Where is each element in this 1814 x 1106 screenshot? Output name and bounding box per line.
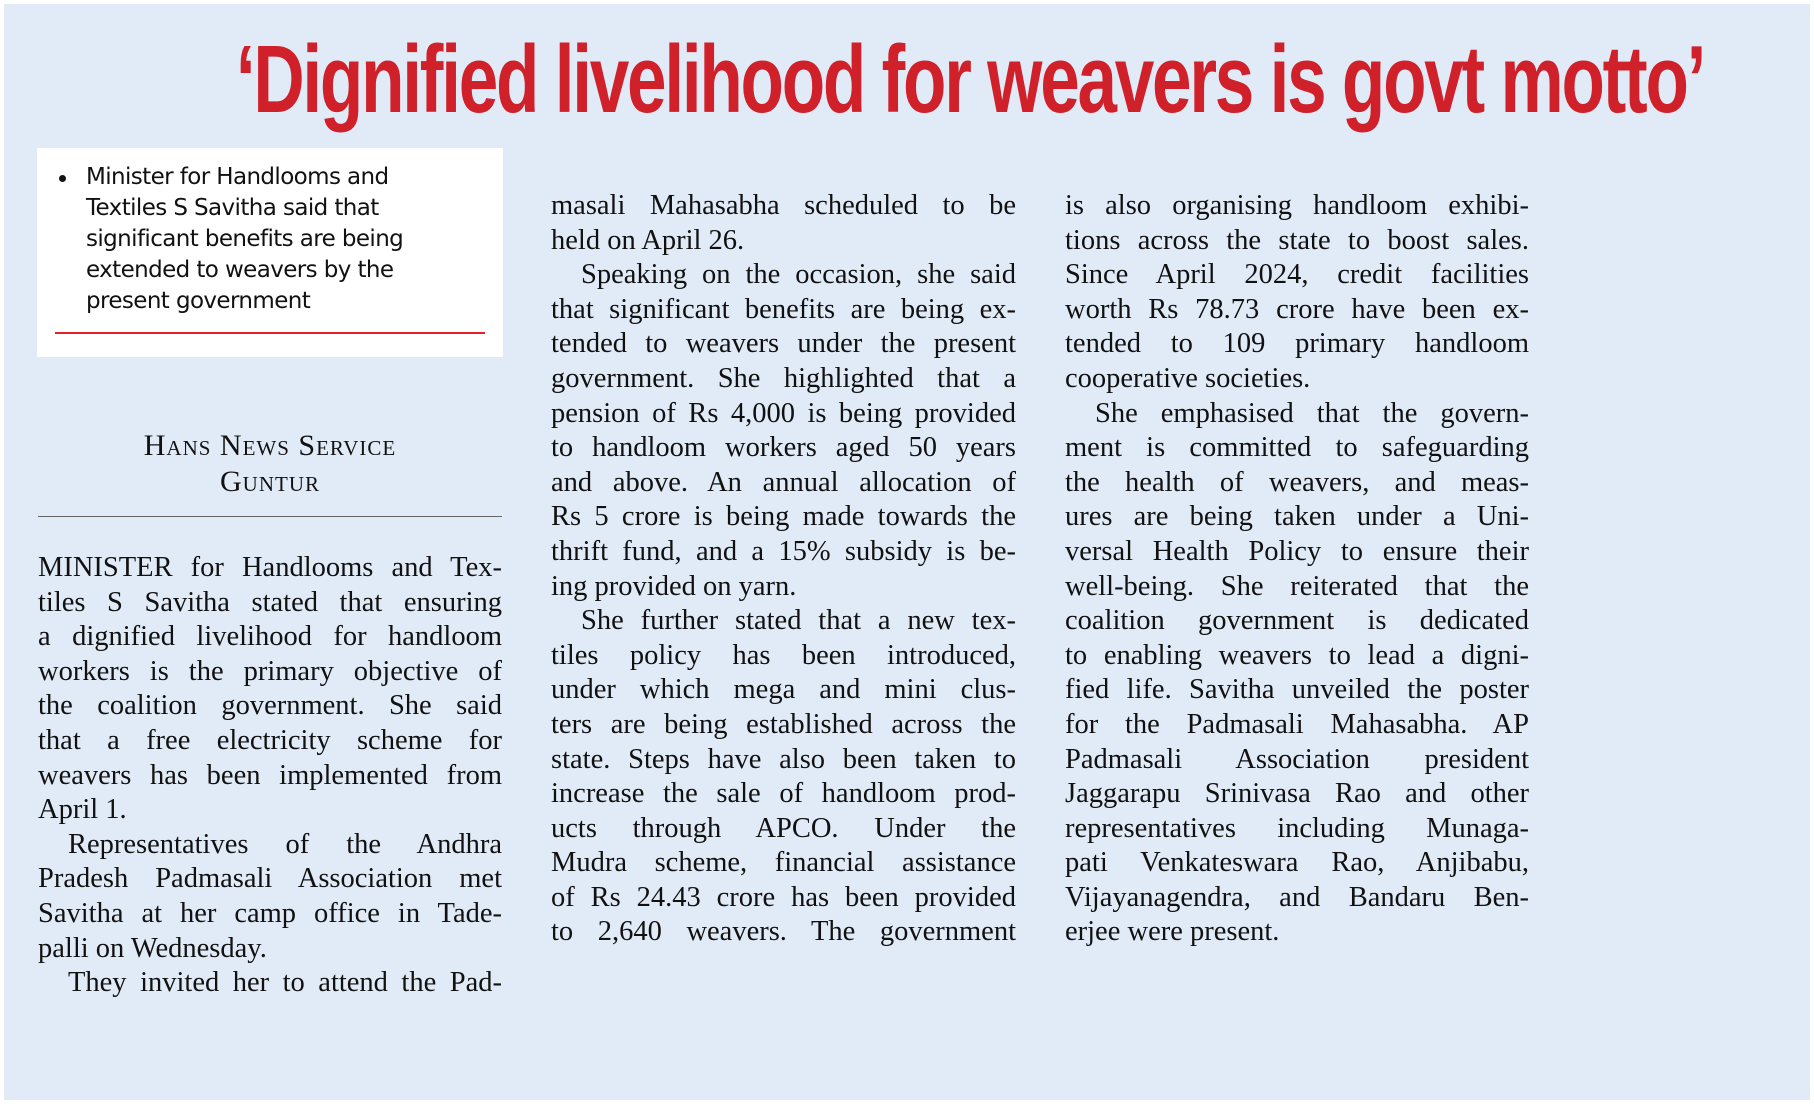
article-text-line: Mudra scheme, financial assistance bbox=[551, 847, 1016, 879]
article-text-line: state. Steps have also been taken to bbox=[551, 743, 1016, 775]
byline-location: Guntur bbox=[220, 465, 320, 498]
highlight-line: present government bbox=[86, 288, 311, 314]
article-text-line: ures are being taken under a Uni- bbox=[1065, 501, 1529, 533]
article-text-line: ucts through APCO. Under the bbox=[551, 812, 1016, 844]
article-column-1 bbox=[38, 551, 502, 1001]
byline-agency: Hans News Service bbox=[143, 429, 397, 462]
highlight-divider bbox=[55, 332, 485, 334]
article-text-line: worth Rs 78.73 crore have been ex- bbox=[1065, 293, 1529, 325]
article-column-3 bbox=[1065, 189, 1529, 950]
article-text-line: April 1. bbox=[38, 794, 127, 826]
article-text-line: ing provided on yarn. bbox=[551, 570, 797, 602]
byline-divider bbox=[38, 516, 502, 517]
article-text-line: pati Venkateswara Rao, Anjibabu, bbox=[1065, 847, 1529, 879]
article-text-line: workers is the primary objective of bbox=[38, 655, 502, 687]
article-text-line: versal Health Policy to ensure their bbox=[1065, 535, 1529, 567]
article-text-line: Padmasali Association president bbox=[1065, 743, 1529, 775]
article-text-line: tended to weavers under the present bbox=[551, 328, 1016, 360]
article-text-line: fied life. Savitha unveiled the poster bbox=[1065, 674, 1529, 706]
article-text-line: tiles S Savitha stated that ensuring bbox=[38, 586, 502, 618]
article-text-line: palli on Wednesday. bbox=[38, 932, 267, 964]
article-text-line: tended to 109 primary handloom bbox=[1065, 328, 1529, 360]
article-text-line: Representatives of the Andhra bbox=[68, 828, 502, 860]
highlight-bullet-item bbox=[57, 162, 487, 317]
article-text-line: Speaking on the occasion, she said bbox=[581, 259, 1016, 291]
article-text-line: pension of Rs 4,000 is being provided bbox=[551, 397, 1016, 429]
article-text-line: to 2,640 weavers. The government bbox=[551, 916, 1016, 948]
article-text-line: tiles policy has been introduced, bbox=[551, 639, 1016, 671]
article-text-line: the coalition government. She said bbox=[38, 690, 502, 722]
article-text-line: government. She highlighted that a bbox=[551, 362, 1016, 394]
article-text-line: tions across the state to boost sales. bbox=[1065, 224, 1529, 256]
article-text-line: of Rs 24.43 crore has been provided bbox=[551, 881, 1016, 913]
article-text-line: is also organising handloom exhibi- bbox=[1065, 190, 1529, 221]
article-text-line: coalition government is dedicated bbox=[1065, 605, 1529, 637]
highlight-line: Textiles S Savitha said that bbox=[86, 195, 379, 221]
article-text-line: the health of weavers, and meas- bbox=[1065, 466, 1529, 498]
article-text-line: to handloom workers aged 50 years bbox=[551, 432, 1016, 464]
article-text-line: that significant benefits are being ex- bbox=[551, 293, 1016, 325]
highlight-line: Minister for Handlooms and bbox=[86, 164, 389, 190]
article-text-line: MINISTER for Handlooms and Tex- bbox=[38, 552, 502, 583]
article-text-line: thrift fund, and a 15% subsidy is be- bbox=[551, 535, 1016, 567]
article-text-line: cooperative societies. bbox=[1065, 362, 1311, 394]
article-text-line: Vijayanagendra, and Bandaru Ben- bbox=[1065, 881, 1529, 913]
article-text-line: She emphasised that the govern- bbox=[1095, 397, 1529, 429]
article-text-line: Savitha at her camp office in Tade- bbox=[38, 897, 502, 929]
article-text-line: ters are being established across the bbox=[551, 708, 1016, 740]
article-text-line: Jaggarapu Srinivasa Rao and other bbox=[1065, 778, 1529, 810]
article-text-line: masali Mahasabha scheduled to be bbox=[551, 190, 1016, 221]
highlight-box bbox=[37, 148, 503, 357]
article-text-line: They invited her to attend the Pad- bbox=[68, 967, 502, 999]
article-text-line: erjee were present. bbox=[1065, 916, 1280, 948]
article-text-line: Since April 2024, credit facilities bbox=[1065, 259, 1529, 291]
highlight-line: significant benefits are being bbox=[86, 226, 404, 252]
byline bbox=[38, 428, 502, 500]
article-text-line: ment is committed to safeguarding bbox=[1065, 432, 1529, 464]
article-text-line: and above. An annual allocation of bbox=[551, 466, 1016, 498]
bullet-icon bbox=[59, 175, 66, 182]
article-text-line: increase the sale of handloom prod- bbox=[551, 778, 1016, 810]
article-text-line: She further stated that a new tex- bbox=[581, 605, 1016, 637]
highlight-lines bbox=[86, 162, 487, 317]
highlight-line: extended to weavers by the bbox=[86, 257, 394, 283]
article-text-line: for the Padmasali Mahasabha. AP bbox=[1065, 708, 1529, 740]
article-column-2 bbox=[551, 189, 1016, 950]
article-text-line: representatives including Munaga- bbox=[1065, 812, 1529, 844]
article-text-line: under which mega and mini clus- bbox=[551, 674, 1016, 706]
article-text-line: held on April 26. bbox=[551, 224, 745, 256]
headline: ‘Dignified livelihood for weavers is govt motto’ bbox=[235, 26, 1705, 133]
article-text-line: Rs 5 crore is being made towards the bbox=[551, 501, 1016, 533]
article-text-line: well-being. She reiterated that the bbox=[1065, 570, 1529, 602]
highlight-list bbox=[57, 162, 487, 317]
article-text-line: that a free electricity scheme for bbox=[38, 724, 502, 756]
article-text-line: a dignified livelihood for handloom bbox=[38, 621, 502, 653]
article-text-line: to enabling weavers to lead a digni- bbox=[1065, 639, 1529, 671]
article-text-line: Pradesh Padmasali Association met bbox=[38, 863, 502, 895]
article-text-line: weavers has been implemented from bbox=[38, 759, 502, 791]
